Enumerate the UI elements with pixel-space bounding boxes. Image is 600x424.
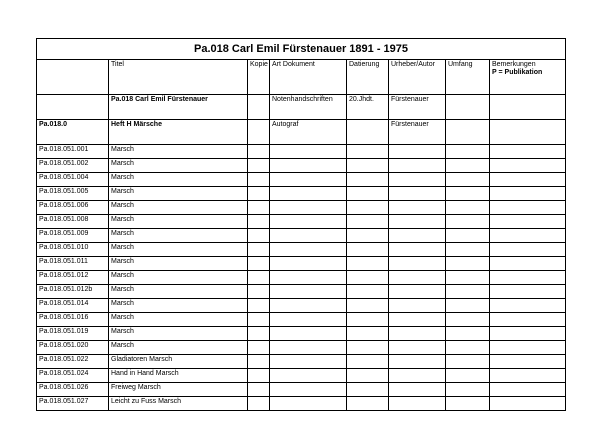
cell-datierung (347, 355, 389, 369)
cell-sig: Pa.018.051.004 (37, 173, 109, 187)
cell-umfang (446, 95, 490, 120)
cell-bem (490, 397, 566, 411)
table-row (37, 397, 566, 411)
cell-umfang (446, 215, 490, 229)
cell-urheber (389, 313, 446, 327)
cell-umfang (446, 201, 490, 215)
cell-sig: Pa.018.051.026 (37, 383, 109, 397)
cell-datierung (347, 285, 389, 299)
cell-titel: Marsch (109, 299, 248, 313)
column-header-kopie: Kopie (248, 60, 270, 95)
cell-datierung (347, 313, 389, 327)
table-row (37, 271, 566, 285)
cell-datierung (347, 215, 389, 229)
cell-urheber (389, 355, 446, 369)
cell-sig: Pa.018.0 (37, 120, 109, 145)
cell-datierung (347, 159, 389, 173)
cell-urheber (389, 327, 446, 341)
cell-datierung (347, 327, 389, 341)
cell-sig: Pa.018.051.002 (37, 159, 109, 173)
cell-bem (490, 327, 566, 341)
table-row (37, 173, 566, 187)
cell-urheber (389, 383, 446, 397)
cell-umfang (446, 341, 490, 355)
cell-umfang (446, 187, 490, 201)
cell-datierung (347, 173, 389, 187)
cell-sig (37, 95, 109, 120)
cell-umfang (446, 229, 490, 243)
cell-kopie (248, 313, 270, 327)
cell-kopie (248, 229, 270, 243)
cell-datierung (347, 229, 389, 243)
table-row (37, 229, 566, 243)
cell-datierung (347, 383, 389, 397)
cell-titel: Marsch (109, 285, 248, 299)
cell-kopie (248, 187, 270, 201)
cell-urheber (389, 285, 446, 299)
cell-umfang (446, 313, 490, 327)
cell-art (270, 369, 347, 383)
cell-art (270, 229, 347, 243)
cell-art: Autograf (270, 120, 347, 145)
cell-bem (490, 355, 566, 369)
column-header-bemerkungen (490, 60, 566, 95)
table-row (37, 243, 566, 257)
cell-titel: Marsch (109, 313, 248, 327)
cell-kopie (248, 383, 270, 397)
cell-urheber (389, 271, 446, 285)
cell-art (270, 145, 347, 159)
cell-art: Notenhandschriften (270, 95, 347, 120)
cell-kopie (248, 355, 270, 369)
cell-titel: Heft H Märsche (109, 120, 248, 145)
cell-art (270, 271, 347, 285)
cell-kopie (248, 243, 270, 257)
cell-art (270, 243, 347, 257)
cell-sig: Pa.018.051.001 (37, 145, 109, 159)
cell-titel: Marsch (109, 243, 248, 257)
cell-bem (490, 313, 566, 327)
cell-urheber (389, 145, 446, 159)
cell-bem (490, 95, 566, 120)
cell-urheber (389, 159, 446, 173)
table-row (37, 313, 566, 327)
cell-sig: Pa.018.051.012 (37, 271, 109, 285)
cell-datierung (347, 299, 389, 313)
cell-art (270, 257, 347, 271)
cell-urheber (389, 187, 446, 201)
cell-sig: Pa.018.051.019 (37, 327, 109, 341)
cell-titel: Marsch (109, 229, 248, 243)
cell-kopie (248, 257, 270, 271)
cell-urheber (389, 201, 446, 215)
cell-art (270, 327, 347, 341)
cell-art (270, 397, 347, 411)
cell-kopie (248, 173, 270, 187)
table-row (37, 201, 566, 215)
cell-titel: Freiweg Marsch (109, 383, 248, 397)
cell-kopie (248, 327, 270, 341)
cell-urheber (389, 369, 446, 383)
cell-titel: Marsch (109, 159, 248, 173)
cell-bem (490, 145, 566, 159)
table-row (37, 215, 566, 229)
column-header-titel: Titel (109, 60, 248, 95)
cell-kopie (248, 369, 270, 383)
cell-kopie (248, 159, 270, 173)
cell-bem (490, 159, 566, 173)
cell-kopie (248, 285, 270, 299)
cell-art (270, 201, 347, 215)
cell-datierung (347, 257, 389, 271)
cell-bem (490, 187, 566, 201)
table-row (37, 383, 566, 397)
cell-art (270, 355, 347, 369)
cell-titel: Marsch (109, 215, 248, 229)
column-header-row (37, 60, 566, 95)
cell-umfang (446, 327, 490, 341)
cell-kopie (248, 201, 270, 215)
inventory-table (36, 38, 566, 411)
column-header-art-dokument: Art Dokument (270, 60, 347, 95)
cell-kopie (248, 215, 270, 229)
cell-bem (490, 299, 566, 313)
cell-bem (490, 369, 566, 383)
cell-bem (490, 215, 566, 229)
cell-bem (490, 383, 566, 397)
cell-bem (490, 243, 566, 257)
cell-art (270, 215, 347, 229)
cell-bem (490, 257, 566, 271)
cell-urheber: Fürstenauer (389, 95, 446, 120)
cell-art (270, 285, 347, 299)
cell-umfang (446, 173, 490, 187)
cell-umfang (446, 383, 490, 397)
cell-sig: Pa.018.051.027 (37, 397, 109, 411)
cell-art (270, 299, 347, 313)
cell-sig: Pa.018.051.005 (37, 187, 109, 201)
cell-urheber (389, 397, 446, 411)
cell-titel: Marsch (109, 201, 248, 215)
table-row (37, 355, 566, 369)
table-row (37, 159, 566, 173)
cell-art (270, 313, 347, 327)
cell-art (270, 159, 347, 173)
cell-kopie (248, 120, 270, 145)
table-row (37, 341, 566, 355)
cell-umfang (446, 355, 490, 369)
cell-umfang (446, 285, 490, 299)
cell-umfang (446, 145, 490, 159)
column-header-signature (37, 60, 109, 95)
cell-titel: Marsch (109, 327, 248, 341)
column-header-umfang: Umfang (446, 60, 490, 95)
cell-kopie (248, 397, 270, 411)
table-row (37, 369, 566, 383)
cell-kopie (248, 95, 270, 120)
cell-sig: Pa.018.051.016 (37, 313, 109, 327)
cell-titel: Hand in Hand Marsch (109, 369, 248, 383)
table-row (37, 285, 566, 299)
cell-sig: Pa.018.051.022 (37, 355, 109, 369)
bemerkungen-label: Bemerkungen (492, 61, 536, 68)
table-body (37, 95, 566, 411)
table-row (37, 257, 566, 271)
cell-art (270, 341, 347, 355)
cell-titel: Gladiatoren Marsch (109, 355, 248, 369)
cell-art (270, 187, 347, 201)
cell-umfang (446, 397, 490, 411)
cell-datierung (347, 201, 389, 215)
cell-urheber: Fürstenauer (389, 120, 446, 145)
cell-sig: Pa.018.051.011 (37, 257, 109, 271)
cell-datierung (347, 120, 389, 145)
cell-datierung (347, 271, 389, 285)
cell-bem (490, 201, 566, 215)
cell-datierung (347, 397, 389, 411)
cell-art (270, 383, 347, 397)
cell-umfang (446, 257, 490, 271)
cell-kopie (248, 145, 270, 159)
cell-kopie (248, 299, 270, 313)
column-header-urheber: Urheber/Autor (389, 60, 446, 95)
cell-umfang (446, 369, 490, 383)
cell-sig: Pa.018.051.009 (37, 229, 109, 243)
cell-umfang (446, 243, 490, 257)
publikation-note: P = Publikation (492, 69, 543, 76)
cell-sig: Pa.018.051.014 (37, 299, 109, 313)
cell-sig: Pa.018.051.008 (37, 215, 109, 229)
cell-titel: Marsch (109, 271, 248, 285)
cell-urheber (389, 215, 446, 229)
table-row (37, 145, 566, 159)
column-header-datierung: Datierung (347, 60, 389, 95)
cell-urheber (389, 229, 446, 243)
cell-kopie (248, 271, 270, 285)
cell-bem (490, 341, 566, 355)
document-title: Pa.018 Carl Emil Fürstenauer 1891 - 1975 (37, 39, 566, 60)
table-row (37, 327, 566, 341)
table-row (37, 120, 566, 145)
cell-bem (490, 285, 566, 299)
cell-umfang (446, 299, 490, 313)
cell-art (270, 173, 347, 187)
cell-urheber (389, 257, 446, 271)
cell-titel: Marsch (109, 341, 248, 355)
cell-datierung (347, 369, 389, 383)
cell-bem (490, 229, 566, 243)
cell-bem (490, 173, 566, 187)
table-row (37, 187, 566, 201)
cell-umfang (446, 159, 490, 173)
cell-datierung (347, 187, 389, 201)
cell-titel: Leicht zu Fuss Marsch (109, 397, 248, 411)
cell-datierung (347, 145, 389, 159)
cell-urheber (389, 173, 446, 187)
cell-umfang (446, 120, 490, 145)
cell-bem (490, 120, 566, 145)
cell-sig: Pa.018.051.020 (37, 341, 109, 355)
cell-datierung (347, 341, 389, 355)
cell-sig: Pa.018.051.010 (37, 243, 109, 257)
cell-datierung: 20.Jhdt. (347, 95, 389, 120)
cell-umfang (446, 271, 490, 285)
table-row (37, 95, 566, 120)
cell-datierung (347, 243, 389, 257)
cell-urheber (389, 341, 446, 355)
table-row (37, 299, 566, 313)
cell-titel: Marsch (109, 173, 248, 187)
cell-titel: Marsch (109, 145, 248, 159)
cell-bem (490, 271, 566, 285)
cell-titel: Pa.018 Carl Emil Fürstenauer (109, 95, 248, 120)
cell-kopie (248, 341, 270, 355)
cell-titel: Marsch (109, 257, 248, 271)
cell-urheber (389, 299, 446, 313)
cell-titel: Marsch (109, 187, 248, 201)
cell-sig: Pa.018.051.012b (37, 285, 109, 299)
cell-sig: Pa.018.051.024 (37, 369, 109, 383)
cell-sig: Pa.018.051.006 (37, 201, 109, 215)
cell-urheber (389, 243, 446, 257)
